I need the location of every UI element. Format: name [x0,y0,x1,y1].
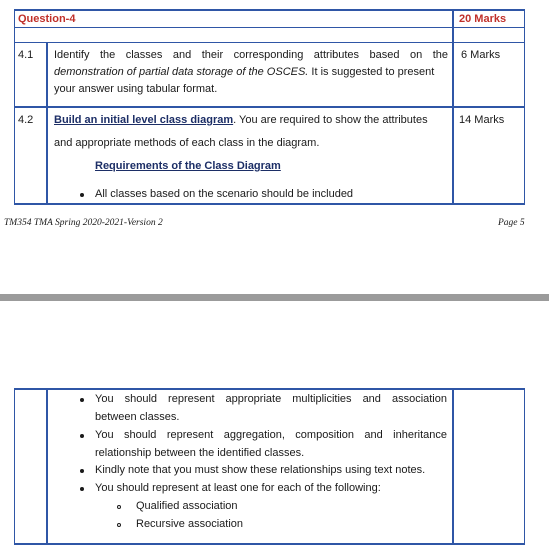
sub-bullet1: Qualified association [136,500,238,512]
page-separator [0,294,549,301]
sub-bullet-circle [117,505,121,509]
question-total-marks: 20 Marks [459,13,507,25]
q42-number: 4.2 [18,114,34,126]
q41-number: 4.1 [18,49,34,61]
q42-line2: and appropriate methods of each class in the diagram. [54,137,320,149]
bullet5: You should represent at least one for each of the following: [95,482,381,494]
bullet-dot [80,398,84,402]
q42-diagram-link: Build an initial level class diagram [54,114,234,126]
bullet4: Kindly note that you must show these relationships using text notes. [95,464,426,476]
footer-left: TM354 TMA Spring 2020-2021-Version 2 [4,218,163,228]
question-title: Question-4 [18,13,76,25]
bullet3-line1: You should represent aggregation, composition and inheritance [95,429,447,441]
footer-page-number: Page 5 [498,218,525,228]
q42-marks: 14 Marks [459,114,505,126]
q41-line3: your answer using tabular format. [54,83,218,95]
bullet-dot [80,487,84,491]
q42-line1: Build an initial level class diagram. You are required to show the attributes [54,114,428,126]
q41-marks: 6 Marks [461,49,501,61]
requirements-heading: Requirements of the Class Diagram [95,160,281,172]
bullet2-line2: between classes. [95,411,180,423]
bullet2-line1: You should represent appropriate multiplicities and association [95,393,447,405]
q42-bullet1: All classes based on the scenario should be included [95,188,354,200]
sub-bullet2: Recursive association [136,518,243,530]
q41-line2: demonstration of partial data storage of the OSCES. It is suggested to present [54,66,435,78]
bullet-dot [80,193,84,197]
sub-bullet-circle [117,523,121,527]
bullet-dot [80,469,84,473]
q41-line1: Identify the classes and their corresponding attributes based on the [54,49,448,61]
bullet3-line2: relationship between the identified classes. [95,447,305,459]
bullet-dot [80,434,84,438]
